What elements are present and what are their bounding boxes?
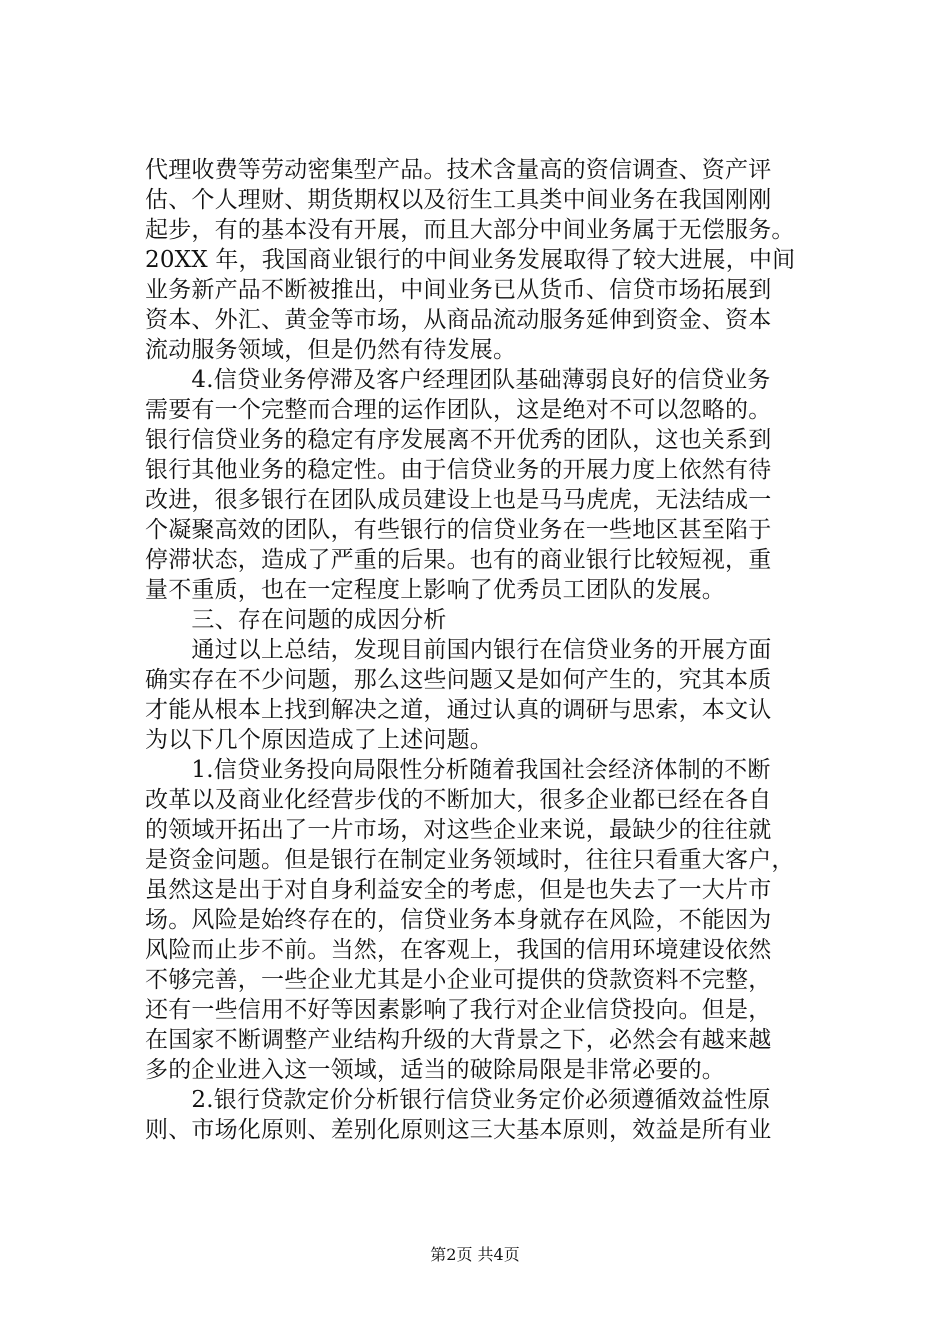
text-line: 在国家不断调整产业结构升级的大背景之下，必然会有越来越	[145, 1027, 772, 1053]
text-line: 不够完善，一些企业尤其是小企业可提供的贷款资料不完整，	[145, 967, 772, 993]
text-line: 估、个人理财、期货期权以及衍生工具类中间业务在我国刚刚	[145, 187, 772, 213]
section-heading: 三、存在问题的成因分析	[145, 607, 447, 633]
text-line: 1.信贷业务投向局限性分析随着我国社会经济体制的不断	[145, 757, 771, 783]
text-line: 起步，有的基本没有开展，而且大部分中间业务属于无偿服务。	[145, 217, 795, 243]
text-line: 银行信贷业务的稳定有序发展离不开优秀的团队，这也关系到	[145, 427, 772, 453]
text-line: 的领域开拓出了一片市场，对这些企业来说，最缺少的往往就	[145, 817, 772, 843]
text-line: 量不重质，也在一定程度上影响了优秀员工团队的发展。	[145, 577, 725, 603]
text-line: 才能从根本上找到解决之道，通过认真的调研与思索，本文认	[145, 697, 772, 723]
text-line: 业务新产品不断被推出，中间业务已从货币、信贷市场拓展到	[145, 277, 772, 303]
text-line: 还有一些信用不好等因素影响了我行对企业信贷投向。但是，	[145, 997, 772, 1023]
text-line: 资本、外汇、黄金等市场，从商品流动服务延伸到资金、资本	[145, 307, 772, 333]
text-line: 停滞状态，造成了严重的后果。也有的商业银行比较短视，重	[145, 547, 772, 573]
document-body	[145, 155, 835, 1145]
text-line: 个凝聚高效的团队，有些银行的信贷业务在一些地区甚至陷于	[145, 517, 772, 543]
text-line: 代理收费等劳动密集型产品。技术含量高的资信调查、资产评	[145, 157, 772, 183]
text-line: 通过以上总结，发现目前国内银行在信贷业务的开展方面	[145, 637, 772, 663]
text-line: 2.银行贷款定价分析银行信贷业务定价必须遵循效益性原	[145, 1087, 771, 1113]
text-line: 风险而止步不前。当然，在客观上，我国的信用环境建设依然	[145, 937, 772, 963]
text-line: 多的企业进入这一领域，适当的破除局限是非常必要的。	[145, 1057, 725, 1083]
text-line: 银行其他业务的稳定性。由于信贷业务的开展力度上依然有待	[145, 457, 772, 483]
text-line: 流动服务领域，但是仍然有待发展。	[145, 337, 517, 363]
text-line: 需要有一个完整而合理的运作团队，这是绝对不可以忽略的。	[145, 397, 772, 423]
text-line: 20XX 年，我国商业银行的中间业务发展取得了较大进展，中间	[145, 247, 796, 273]
text-line: 改进，很多银行在团队成员建设上也是马马虎虎，无法结成一	[145, 487, 772, 513]
text-line: 虽然这是出于对自身利益安全的考虑，但是也失去了一大片市	[145, 877, 772, 903]
text-line: 为以下几个原因造成了上述问题。	[145, 727, 493, 753]
page-footer: 第2页 共4页	[430, 1245, 520, 1264]
text-line: 则、市场化原则、差别化原则这三大基本原则，效益是所有业	[145, 1117, 772, 1143]
text-line: 确实存在不少问题，那么这些问题又是如何产生的，究其本质	[145, 667, 772, 693]
text-line: 改革以及商业化经营步伐的不断加大，很多企业都已经在各自	[145, 787, 772, 813]
text-line: 场。风险是始终存在的，信贷业务本身就存在风险，不能因为	[145, 907, 772, 933]
text-line: 是资金问题。但是银行在制定业务领域时，往往只看重大客户，	[145, 847, 795, 873]
text-line: 4.信贷业务停滞及客户经理团队基础薄弱良好的信贷业务	[145, 367, 771, 393]
